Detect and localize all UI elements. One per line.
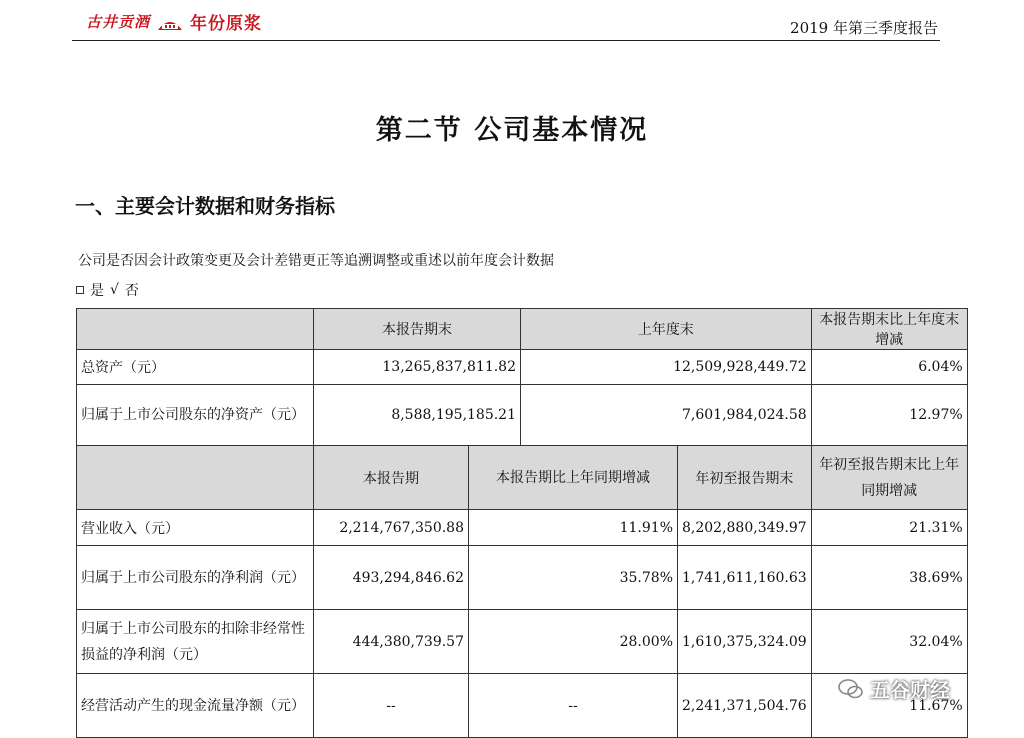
table-cell: 12,509,928,449.72 <box>521 350 812 385</box>
report-label: 2019 年第三季度报告 <box>790 19 938 37</box>
chat-bubble-icon <box>838 678 864 700</box>
table-row <box>77 610 968 674</box>
table-cell: 13,265,837,811.82 <box>314 350 521 385</box>
row-label: 归属于上市公司股东的净利润（元） <box>77 546 314 610</box>
table-cell: 493,294,846.62 <box>314 546 469 610</box>
table-cell: 2,241,371,504.76 <box>678 674 812 738</box>
table-row <box>77 674 968 738</box>
brand-text-a: 古井贡酒 <box>86 13 151 31</box>
sub-title: 一、主要会计数据和财务指标 <box>75 194 335 218</box>
row-label: 归属于上市公司股东的扣除非经常性损益的净利润（元） <box>77 610 314 674</box>
table2-header: 本报告期比上年同期增减 <box>469 446 678 510</box>
table-cell: 12.97% <box>811 385 967 446</box>
table2-header: 本报告期 <box>314 446 469 510</box>
yes-label: 是 <box>90 283 104 299</box>
check-mark: √ <box>110 282 119 298</box>
brand-emblem-icon <box>156 12 184 32</box>
table-cell: 32.04% <box>811 610 967 674</box>
table-cell: 2,214,767,350.88 <box>314 510 469 546</box>
table-cell: 11.67% <box>811 674 967 738</box>
table-row <box>77 350 968 385</box>
watermark-text: 五谷财经 <box>870 678 950 702</box>
table1-header-blank <box>77 309 314 350</box>
watermark <box>838 674 950 703</box>
table2-header-blank <box>77 446 314 510</box>
financial-table <box>76 308 968 738</box>
no-label: 否 <box>124 283 139 299</box>
row-label: 总资产（元） <box>77 350 314 385</box>
intro-text: 公司是否因会计政策变更及会计差错更正等追溯调整或重述以前年度会计数据 <box>78 253 554 269</box>
table-row <box>77 510 968 546</box>
row-label: 经营活动产生的现金流量净额（元） <box>77 674 314 738</box>
section-title: 第二节 公司基本情况 <box>375 115 649 146</box>
table1-header: 本报告期末比上年度末增减 <box>811 309 967 350</box>
table-row <box>77 385 968 446</box>
table-cell: -- <box>469 674 678 738</box>
table-row <box>77 546 968 610</box>
table-cell: 38.69% <box>811 546 967 610</box>
brand-text-b: 年份原浆 <box>190 14 263 34</box>
table-cell: 444,380,739.57 <box>314 610 469 674</box>
table-cell: 7,601,984,024.58 <box>521 385 812 446</box>
restatement-checks <box>76 280 139 300</box>
brand-logo <box>86 9 262 34</box>
table2-header: 年初至报告期末 <box>678 446 812 510</box>
table2-header: 年初至报告期末比上年同期增减 <box>811 446 967 510</box>
table-cell: 8,202,880,349.97 <box>678 510 812 546</box>
table-cell: 35.78% <box>469 546 678 610</box>
table-cell: 21.31% <box>811 510 967 546</box>
page-header <box>72 6 940 41</box>
row-label: 营业收入（元） <box>77 510 314 546</box>
table-cell: 1,610,375,324.09 <box>678 610 812 674</box>
table-cell: 1,741,611,160.63 <box>678 546 812 610</box>
table-cell: 6.04% <box>811 350 967 385</box>
table-cell: 28.00% <box>469 610 678 674</box>
table-cell: 8,588,195,185.21 <box>314 385 521 446</box>
table1-header: 上年度末 <box>521 309 812 350</box>
table-cell: 11.91% <box>469 510 678 546</box>
table1-header: 本报告期末 <box>314 309 521 350</box>
table-cell: -- <box>314 674 469 738</box>
row-label: 归属于上市公司股东的净资产（元） <box>77 385 314 446</box>
yes-checkbox <box>76 286 84 294</box>
